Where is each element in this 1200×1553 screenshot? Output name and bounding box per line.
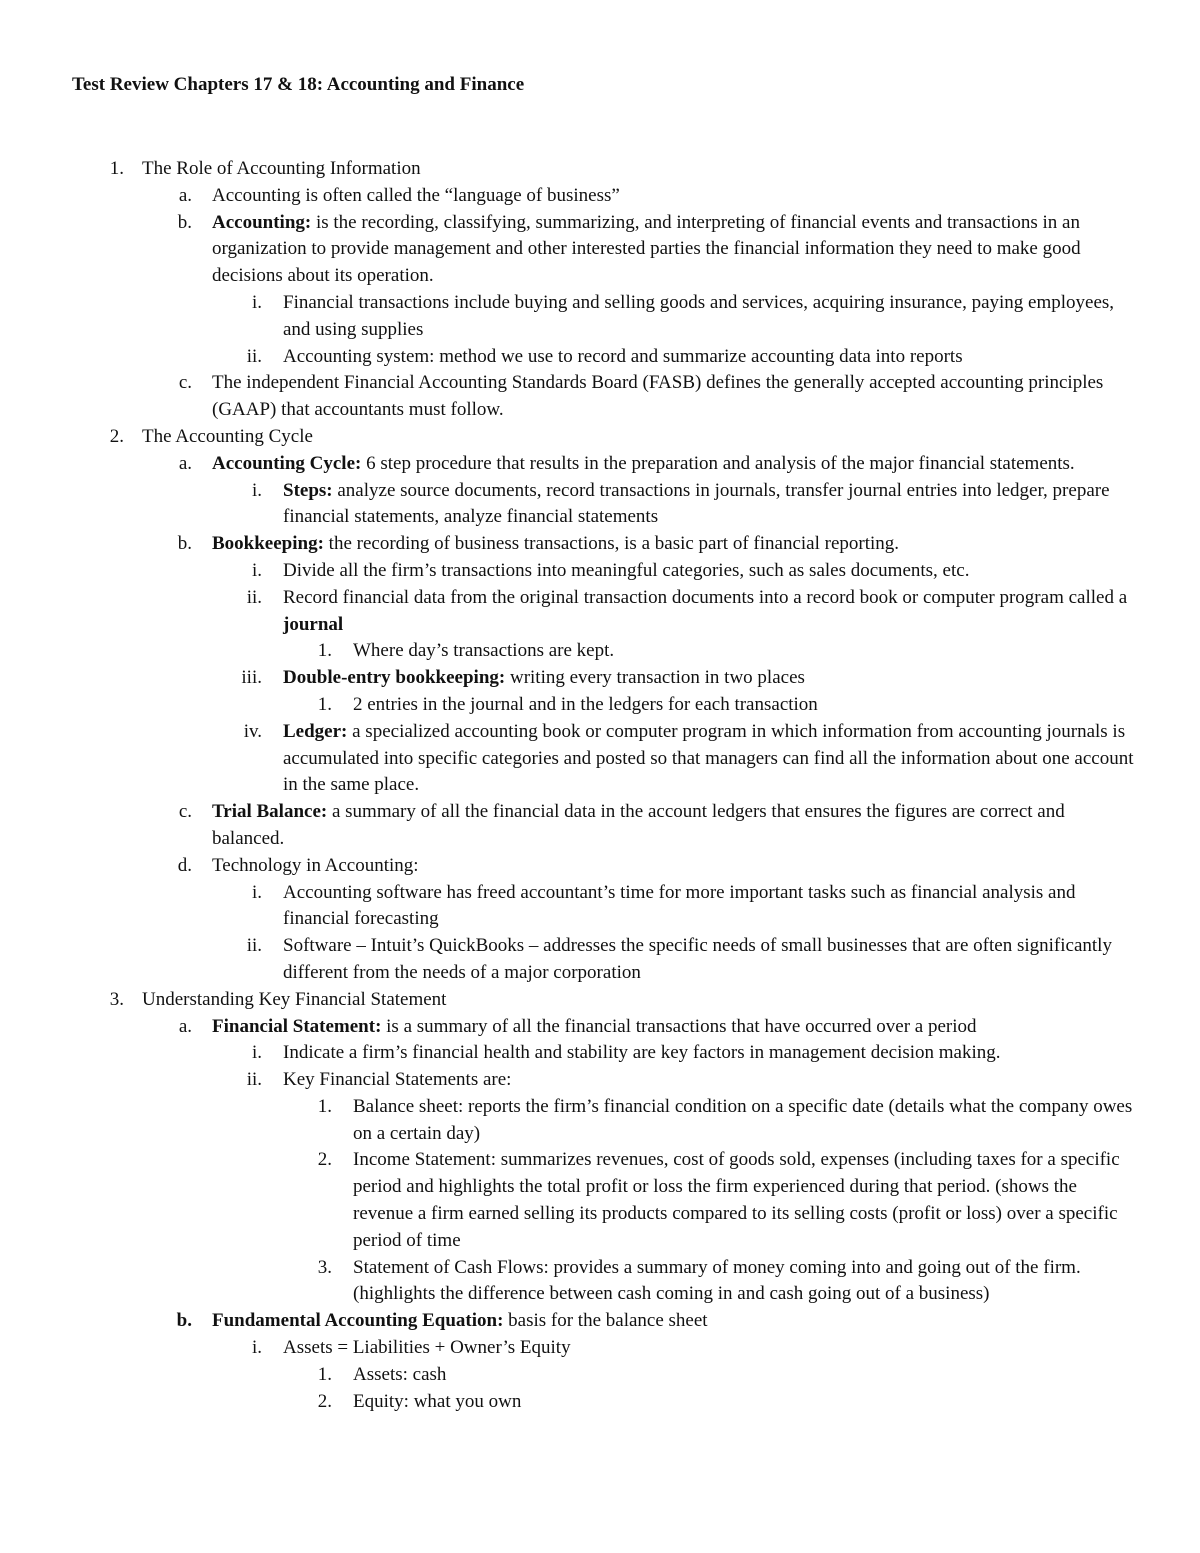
list-marker: c. — [178, 372, 192, 394]
outline-item — [0, 1067, 1200, 1094]
list-item-text — [353, 1389, 1140, 1416]
outline-item — [0, 933, 1200, 987]
list-item-text — [212, 451, 1140, 478]
list-marker: 1. — [109, 158, 124, 179]
item-body-text: Key Financial Statements are: — [283, 1069, 512, 1091]
list-item-text — [283, 585, 1140, 639]
list-marker: i. — [251, 559, 262, 581]
outline-item — [0, 1040, 1200, 1067]
item-body-text: a summary of all the financial data in the account ledgers that ensures the figures are correct and balanced. — [212, 801, 1065, 849]
list-marker: 1. — [317, 693, 332, 715]
outline-item — [0, 1094, 1200, 1148]
outline-item — [0, 585, 1200, 639]
item-body-text: Statement of Cash Flows: provides a summary of money coming into and going out of the firm. (highlights the difference between cash coming in and cash going out of a business) — [353, 1256, 1081, 1305]
outline-item — [0, 344, 1200, 371]
item-body-text: Accounting system: method we use to record and summarize accounting data into reports — [283, 345, 963, 367]
outline-item — [0, 880, 1200, 934]
defined-term: Double-entry bookkeeping: — [283, 667, 506, 689]
list-marker: i. — [251, 1042, 262, 1064]
outline-item — [0, 799, 1200, 853]
list-marker: 3. — [317, 1256, 332, 1278]
item-body-text: Indicate a firm’s financial health and stability are key factors in management decision making. — [283, 1042, 1001, 1064]
list-item-text — [353, 1362, 1140, 1389]
item-body-text: Financial transactions include buying and selling goods and services, acquiring insurance, paying employees, and using supplies — [283, 291, 1115, 340]
outline-item — [0, 1147, 1200, 1254]
defined-term: Accounting: — [212, 211, 312, 233]
item-body-text: the recording of business transactions, is a basic part of financial reporting. — [323, 533, 900, 555]
item-body-text: is a summary of all the financial transactions that have occurred over a period — [381, 1015, 977, 1037]
item-body-text: Where day’s transactions are kept. — [353, 640, 615, 662]
outline-item — [0, 370, 1200, 424]
item-body-text: Income Statement: summarizes revenues, cost of goods sold, expenses (including taxes for a specific period and highlights the total profit or loss the firm experienced during that period. (shows the revenue a firm earned selling its products compared to its selling costs (profit or loss) over a specific period of time — [353, 1149, 1120, 1251]
defined-term: journal — [283, 613, 344, 635]
item-body-text: The independent Financial Accounting Standards Board (FASB) defines the generally accepted accounting principles (GAAP) that accountants must follow. — [212, 372, 1104, 421]
list-marker: d. — [177, 854, 192, 876]
outline-item — [0, 478, 1200, 532]
defined-term: Trial Balance: — [212, 801, 328, 823]
list-item-text — [283, 665, 1140, 692]
outline-item — [0, 692, 1200, 719]
item-body-text: Equity: what you own — [353, 1390, 522, 1412]
list-item-text — [283, 880, 1140, 934]
outline-item — [0, 531, 1200, 558]
defined-term: Steps: — [283, 479, 333, 501]
item-body-text: Accounting is often called the “language of business” — [212, 184, 620, 206]
list-item-text — [353, 692, 1140, 719]
item-body-text: analyze source documents, record transactions in journals, transfer journal entries into ledger, prepare financial statements, analyze financial statements — [283, 479, 1110, 528]
defined-term: Bookkeeping: — [212, 533, 324, 555]
outline-list — [0, 156, 1200, 1415]
list-marker: a. — [178, 184, 192, 206]
list-item-text — [142, 424, 1140, 451]
list-marker: 2. — [317, 1390, 332, 1412]
item-body-text: Assets = Liabilities + Owner’s Equity — [283, 1337, 571, 1359]
item-body-text: Assets: cash — [353, 1363, 447, 1385]
list-item-text — [283, 344, 1140, 371]
item-body-text: Understanding Key Financial Statement — [142, 988, 447, 1010]
list-item-text — [283, 1040, 1140, 1067]
outline-item — [0, 210, 1200, 290]
outline-item — [0, 1335, 1200, 1362]
outline-item — [0, 424, 1200, 451]
list-item-text — [212, 799, 1140, 853]
list-item-text — [212, 183, 1140, 210]
list-item-text — [142, 156, 1140, 183]
list-marker: iv. — [243, 720, 262, 742]
list-marker: ii. — [246, 345, 262, 367]
item-body-text: 2 entries in the journal and in the ledgers for each transaction — [353, 693, 818, 715]
list-marker: a. — [178, 1015, 192, 1037]
outline-item — [0, 1014, 1200, 1041]
list-item-text — [212, 210, 1140, 290]
list-item-text — [283, 558, 1140, 585]
list-marker: ii. — [246, 586, 262, 608]
list-item-text — [212, 1014, 1140, 1041]
list-marker: ii. — [246, 935, 262, 957]
outline-item — [0, 183, 1200, 210]
list-item-text — [142, 987, 1140, 1014]
outline-item — [0, 1362, 1200, 1389]
list-marker: 2. — [109, 425, 124, 447]
list-marker: i. — [251, 479, 262, 501]
outline-item — [0, 987, 1200, 1014]
list-item-text — [212, 853, 1140, 880]
item-body-text: The Accounting Cycle — [142, 425, 313, 447]
list-marker: i. — [251, 881, 262, 903]
list-marker: a. — [178, 452, 192, 474]
outline-item — [0, 665, 1200, 692]
list-marker: i. — [251, 291, 262, 313]
list-item-text — [353, 638, 1140, 665]
list-item-text — [283, 290, 1140, 344]
list-marker: 1. — [317, 1095, 332, 1117]
defined-term: Financial Statement: — [212, 1015, 382, 1037]
list-item-text — [212, 531, 1140, 558]
item-body-text: Balance sheet: reports the firm’s financial condition on a specific date (details what the company owes on a certain day) — [353, 1095, 1133, 1144]
defined-term: Fundamental Accounting Equation: — [212, 1310, 504, 1332]
item-body-text: 6 step procedure that results in the preparation and analysis of the major financial statements. — [361, 452, 1075, 474]
list-marker: i. — [251, 1337, 262, 1359]
list-item-text — [283, 719, 1140, 799]
list-marker: ii. — [246, 1069, 262, 1091]
outline-item — [0, 451, 1200, 478]
list-item-text — [212, 1308, 1140, 1335]
list-marker: 3. — [109, 988, 124, 1010]
item-body-text: Software – Intuit’s QuickBooks – addresses the specific needs of small businesses that are often significantly different from the needs of a major corporation — [283, 935, 1112, 983]
item-body-text: writing every transaction in two places — [505, 667, 805, 689]
list-marker: c. — [178, 801, 192, 823]
list-item-text — [283, 478, 1140, 532]
defined-term: Accounting Cycle: — [212, 452, 362, 474]
list-item-text — [353, 1094, 1140, 1148]
item-body-text: The Role of Accounting Information — [142, 158, 421, 179]
outline-item — [0, 1389, 1200, 1416]
list-marker: b. — [176, 1310, 192, 1332]
list-marker: iii. — [241, 667, 262, 689]
outline-item — [0, 853, 1200, 880]
outline-item — [0, 1308, 1200, 1335]
outline-item — [0, 290, 1200, 344]
list-item-text — [353, 1147, 1140, 1254]
list-marker: 1. — [317, 1363, 332, 1385]
item-body-text: Record financial data from the original transaction documents into a record book or computer program called a — [283, 586, 1128, 608]
item-body-text: is the recording, classifying, summarizing, and interpreting of financial events and transactions in an organization to provide management and other interested parties the financial information they need to make good decisions about its operation. — [212, 211, 1081, 287]
defined-term: Ledger: — [283, 720, 348, 742]
list-item-text — [283, 1067, 1140, 1094]
outline-item — [0, 558, 1200, 585]
list-marker: 2. — [317, 1149, 332, 1171]
list-item-text — [212, 370, 1140, 424]
list-item-text — [283, 1335, 1140, 1362]
list-marker: b. — [177, 211, 192, 233]
item-body-text: Divide all the firm’s transactions into meaningful categories, such as sales documents, etc. — [283, 559, 970, 581]
outline-item — [0, 156, 1200, 183]
list-marker: b. — [177, 533, 192, 555]
outline-item — [0, 638, 1200, 665]
item-body-text: a specialized accounting book or computer program in which information from accounting journals is accumulated into specific categories and posted so that managers can find all the information about one account in the same place. — [283, 720, 1134, 796]
outline-item — [0, 719, 1200, 799]
list-item-text — [283, 933, 1140, 987]
document-title: Test Review Chapters 17 & 18: Accounting and Finance — [72, 74, 525, 95]
outline-item — [0, 1255, 1200, 1309]
item-body-text: Technology in Accounting: — [212, 854, 419, 876]
list-item-text — [353, 1255, 1140, 1309]
item-body-text: basis for the balance sheet — [503, 1310, 708, 1332]
list-marker: 1. — [317, 640, 332, 662]
item-body-text: Accounting software has freed accountant’s time for more important tasks such as financial analysis and financial forecasting — [283, 881, 1076, 930]
